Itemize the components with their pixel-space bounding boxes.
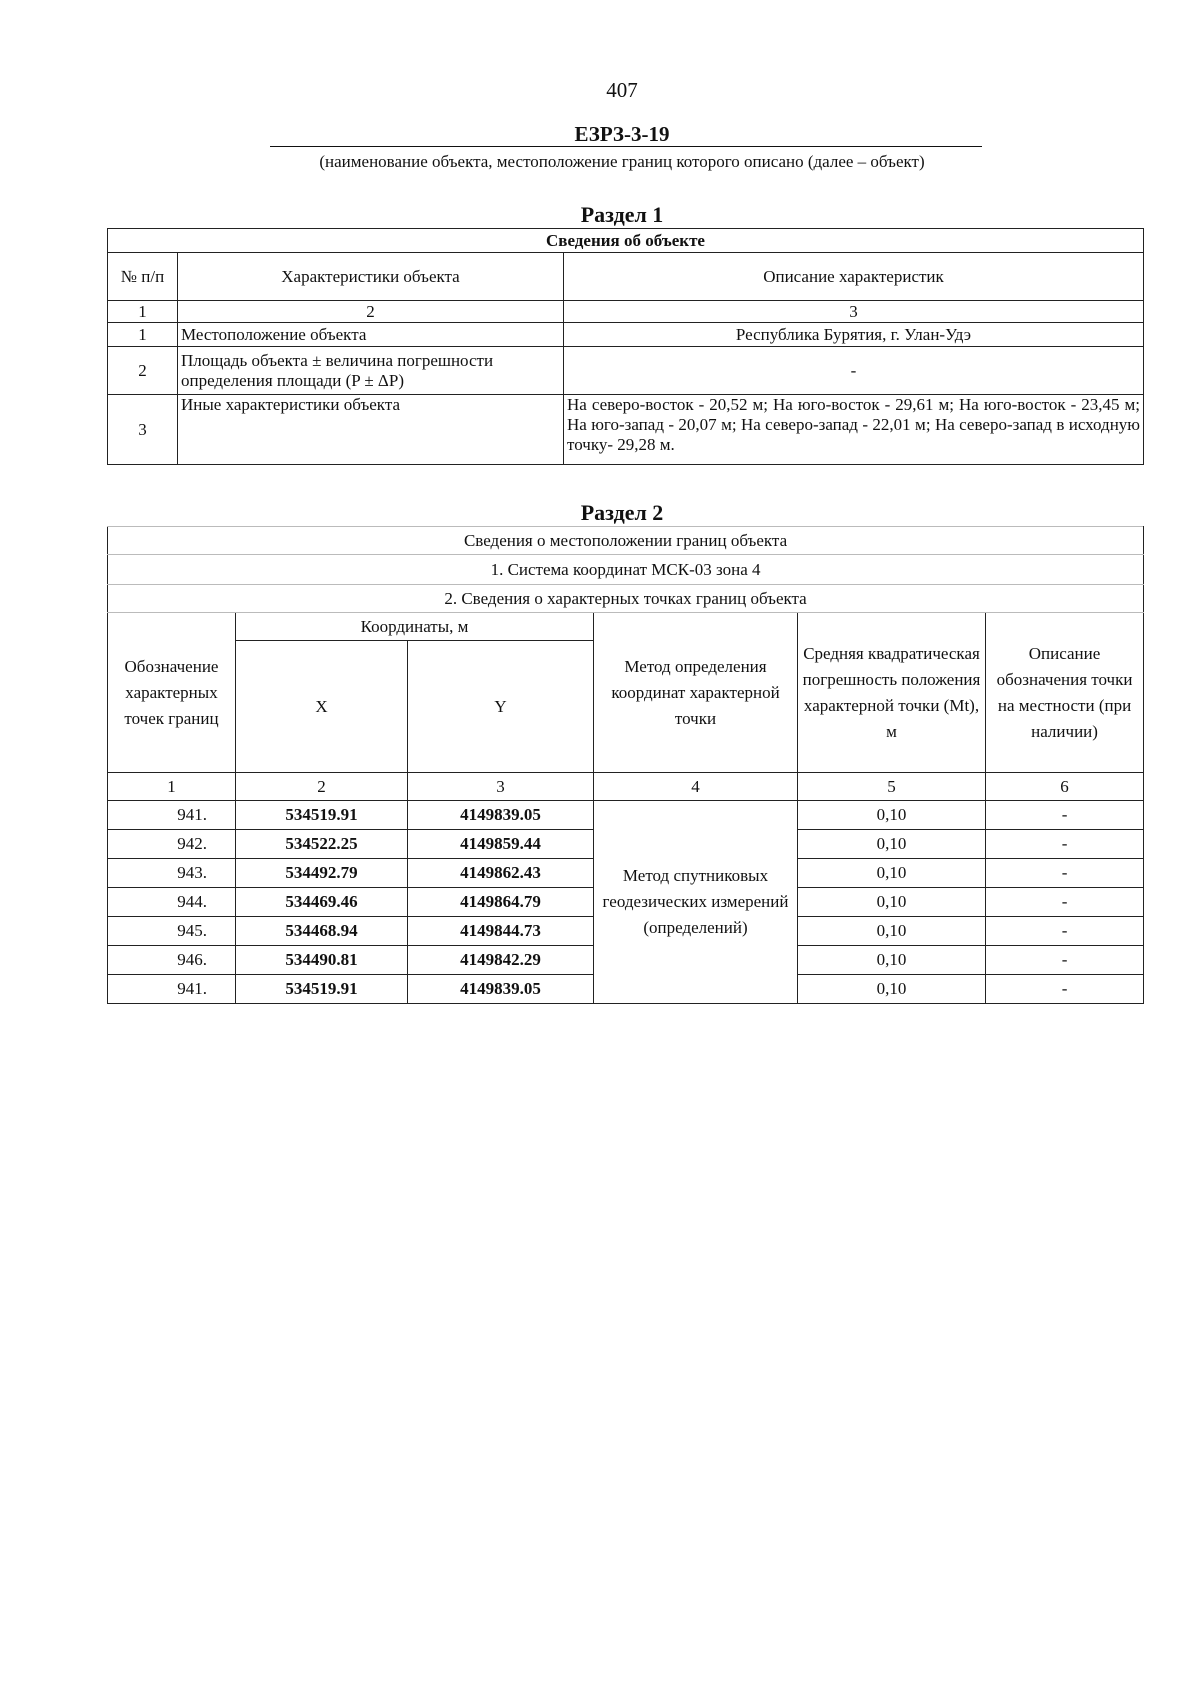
point-description: - xyxy=(986,917,1144,946)
coord-y: 4149864.79 xyxy=(408,888,594,917)
table-row xyxy=(108,801,1144,830)
table-row xyxy=(108,347,1144,395)
header-y: Y xyxy=(408,641,594,773)
boundary-points-table xyxy=(107,526,1144,1004)
table1-colnum-1: 1 xyxy=(108,301,178,323)
object-name: ЕЗРЗ-3-19 xyxy=(574,122,670,146)
mean-error: 0,10 xyxy=(798,917,986,946)
table1-header-characteristics: Характеристики объекта xyxy=(178,253,564,301)
coord-y: 4149844.73 xyxy=(408,917,594,946)
table-row xyxy=(108,395,1144,465)
row-number: 1 xyxy=(108,323,178,347)
mean-error: 0,10 xyxy=(798,801,986,830)
coord-y: 4149862.43 xyxy=(408,859,594,888)
point-description: - xyxy=(986,801,1144,830)
colnum-5: 5 xyxy=(798,773,986,801)
table1-colnum-3: 3 xyxy=(564,301,1144,323)
colnum-6: 6 xyxy=(986,773,1144,801)
coord-y: 4149839.05 xyxy=(408,801,594,830)
mean-error: 0,10 xyxy=(798,859,986,888)
header-method: Метод определения координат характерной точки xyxy=(594,613,798,773)
point-designation: 941. xyxy=(108,975,236,1004)
characteristic-name: Иные характеристики объекта xyxy=(178,395,564,465)
point-designation: 944. xyxy=(108,888,236,917)
mean-error: 0,10 xyxy=(798,975,986,1004)
mean-error: 0,10 xyxy=(798,888,986,917)
characteristic-name: Площадь объекта ± величина погрешности определения площади (P ± ΔP) xyxy=(178,347,564,395)
point-description: - xyxy=(986,859,1144,888)
table1-header-description: Описание характеристик xyxy=(564,253,1144,301)
coordinate-system: 1. Система координат МСК-03 зона 4 xyxy=(108,555,1144,585)
point-designation: 945. xyxy=(108,917,236,946)
coord-x: 534468.94 xyxy=(236,917,408,946)
point-description: - xyxy=(986,946,1144,975)
mean-error: 0,10 xyxy=(798,830,986,859)
coord-x: 534469.46 xyxy=(236,888,408,917)
header-coordinates: Координаты, м xyxy=(236,613,594,641)
point-designation: 941. xyxy=(108,801,236,830)
page-number: 407 xyxy=(606,78,638,102)
method-cell: Метод спутниковых геодезических измерений (определений) xyxy=(594,801,798,1004)
characteristic-value: Республика Бурятия, г. Улан-Удэ xyxy=(564,323,1144,347)
mean-error: 0,10 xyxy=(798,946,986,975)
point-description: - xyxy=(986,975,1144,1004)
colnum-3: 3 xyxy=(408,773,594,801)
coord-x: 534522.25 xyxy=(236,830,408,859)
point-designation: 946. xyxy=(108,946,236,975)
coord-x: 534519.91 xyxy=(236,975,408,1004)
object-info-table xyxy=(107,228,1144,465)
header-point-designation: Обозначение характерных точек границ xyxy=(108,613,236,773)
coord-x: 534519.91 xyxy=(236,801,408,830)
point-designation: 942. xyxy=(108,830,236,859)
coord-y: 4149842.29 xyxy=(408,946,594,975)
coord-y: 4149839.05 xyxy=(408,975,594,1004)
object-name-underline xyxy=(270,146,982,147)
coord-x: 534490.81 xyxy=(236,946,408,975)
colnum-4: 4 xyxy=(594,773,798,801)
points-info-heading: 2. Сведения о характерных точках границ объекта xyxy=(108,585,1144,613)
row-number: 3 xyxy=(108,395,178,465)
table-row xyxy=(108,323,1144,347)
point-description: - xyxy=(986,830,1144,859)
header-point-description: Описание обозначения точки на местности (при наличии) xyxy=(986,613,1144,773)
point-designation: 943. xyxy=(108,859,236,888)
table1-header-num: № п/п xyxy=(108,253,178,301)
characteristic-value: - xyxy=(564,347,1144,395)
coord-x: 534492.79 xyxy=(236,859,408,888)
header-mean-error: Средняя квадратическая погрешность положения характерной точки (Mt), м xyxy=(798,613,986,773)
table1-title: Сведения об объекте xyxy=(108,229,1144,253)
coord-y: 4149859.44 xyxy=(408,830,594,859)
row-number: 2 xyxy=(108,347,178,395)
colnum-1: 1 xyxy=(108,773,236,801)
object-caption: (наименование объекта, местоположение границ которого описано (далее – объект) xyxy=(319,152,925,171)
section1-title: Раздел 1 xyxy=(580,202,664,227)
boundaries-info-heading: Сведения о местоположении границ объекта xyxy=(108,527,1144,555)
characteristic-value: На северо-восток - 20,52 м; На юго-восток - 29,61 м; На юго-восток - 23,45 м; На юго-запад - 20,07 м; На северо-запад - 22,01 м; На северо-запад в исходную точку- 29,28 м. xyxy=(564,395,1144,465)
table1-colnum-2: 2 xyxy=(178,301,564,323)
section2-title: Раздел 2 xyxy=(580,500,664,525)
header-x: X xyxy=(236,641,408,773)
colnum-2: 2 xyxy=(236,773,408,801)
characteristic-name: Местоположение объекта xyxy=(178,323,564,347)
point-description: - xyxy=(986,888,1144,917)
